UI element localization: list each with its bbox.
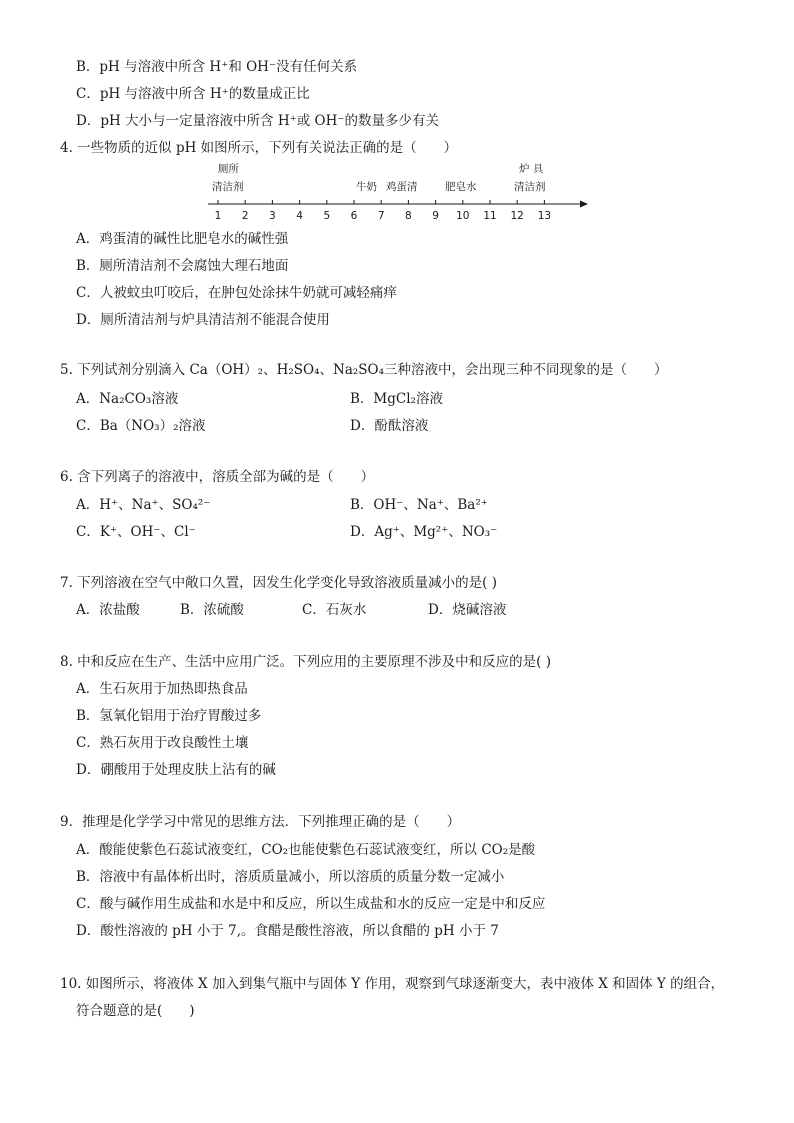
q4-option-a: A．鸡蛋清的碱性比肥皂水的碱性强 [76,231,289,247]
q9-option-a: A．酸能使紫色石蕊试液变红，CO₂也能使紫色石蕊试液变红，所以 CO₂是酸 [76,842,536,858]
label-egg-white: 鸡蛋清 [386,181,418,193]
tick-label-5: 5 [323,210,331,222]
q9-stem: 9．推理是化学学习中常见的思维方法．下列推理正确的是（ ） [60,814,461,830]
q6-stem: 6. 含下列离子的溶液中，溶质全部为碱的是（ ） [60,469,375,485]
tick-label-1: 1 [214,210,222,222]
q8-option-c: C．熟石灰用于改良酸性土壤 [76,735,249,751]
label-milk: 牛奶 [356,181,377,193]
q3-option-c: C．pH 与溶液中所含 H⁺的数量成正比 [76,86,310,102]
q7-option-d: D．烧碱溶液 [428,602,507,618]
q7-stem: 7. 下列溶液在空气中敞口久置，因发生化学变化导致溶液质量减小的是( ) [60,575,497,591]
tick-label-9: 9 [432,210,439,222]
q6-option-d: D．Ag⁺、Mg²⁺、NO₃⁻ [350,524,498,540]
q4-option-b: B．厕所清洁剂不会腐蚀大理石地面 [76,258,289,274]
ph-scale-figure [196,160,596,224]
label-toilet-line1: 厕所 [218,163,239,175]
tick-label-13: 13 [537,210,552,222]
q5-option-d: D．酚酞溶液 [350,418,429,434]
q5-option-c: C．Ba（NO₃）₂溶液 [76,418,206,434]
q3-option-d: D．pH 大小与一定量溶液中所含 H⁺或 OH⁻的数量多少有关 [76,113,439,129]
q6-option-b: B．OH⁻、Na⁺、Ba²⁺ [350,497,488,513]
q9-option-b: B．溶液中有晶体析出时，溶质质量减小，所以溶质的质量分数一定减小 [76,869,505,885]
label-toilet-line2: 清洁剂 [212,181,244,193]
q6-option-c: C．K⁺、OH⁻、Cl⁻ [76,524,196,540]
q4-option-c: C．人被蚊虫叮咬后，在肿包处涂抹牛奶就可减轻痛痒 [76,285,397,301]
tick-label-7: 7 [377,210,385,222]
tick-label-4: 4 [296,210,303,222]
tick-label-2: 2 [241,210,249,222]
axis-arrow-icon [580,201,588,208]
label-stove-line2: 清洁剂 [514,181,546,193]
q10-stem-line1: 10. 如图所示，将液体 X 加入到集气瓶中与固体 Y 作用，观察到气球逐渐变大，表中液体 X 和固体 Y 的组合， [60,976,725,992]
scale-ticks [215,200,551,222]
q8-option-d: D．硼酸用于处理皮肤上沾有的碱 [76,762,276,778]
q8-option-a: A．生石灰用于加热即热食品 [76,681,248,697]
q7-option-b: B．浓硫酸 [180,602,244,618]
q6-option-a: A．H⁺、Na⁺、SO₄²⁻ [76,497,211,513]
q7-option-a: A．浓盐酸 [76,602,140,618]
tick-label-10: 10 [456,210,470,222]
tick-label-8: 8 [405,210,412,222]
q9-option-c: C．酸与碱作用生成盐和水是中和反应，所以生成盐和水的反应一定是中和反应 [76,896,546,912]
q7-option-c: C．石灰水 [302,602,367,618]
q4-option-d: D．厕所清洁剂与炉具清洁剂不能混合使用 [76,312,330,328]
q5-option-b: B．MgCl₂溶液 [350,391,443,407]
q4-stem: 4. 一些物质的近似 pH 如图所示，下列有关说法正确的是（ ） [60,140,458,156]
q3-option-b: B．pH 与溶液中所含 H⁺和 OH⁻没有任何关系 [76,59,358,75]
tick-label-12: 12 [510,210,524,222]
tick-label-3: 3 [269,210,276,222]
q10-stem-line2: 符合题意的是( ) [76,1003,195,1019]
tick-label-11: 11 [483,210,497,222]
label-stove-line1: 炉 具 [519,163,544,175]
label-soap-water: 肥皂水 [445,181,477,193]
q8-option-b: B．氢氧化铝用于治疗胃酸过多 [76,708,262,724]
q5-stem: 5. 下列试剂分别滴入 Ca（OH）₂、H₂SO₄、Na₂SO₄三种溶液中，会出现三种不同现象的是（ ） [60,362,668,378]
ph-scale-svg [196,160,596,224]
q8-stem: 8. 中和反应在生产、生活中应用广泛。下列应用的主要原理不涉及中和反应的是( ) [60,654,551,670]
q9-option-d: D．酸性溶液的 pH 小于 7,。食醋是酸性溶液，所以食醋的 pH 小于 7 [76,923,499,939]
tick-label-6: 6 [350,210,358,222]
q5-option-a: A．Na₂CO₃溶液 [76,391,179,407]
